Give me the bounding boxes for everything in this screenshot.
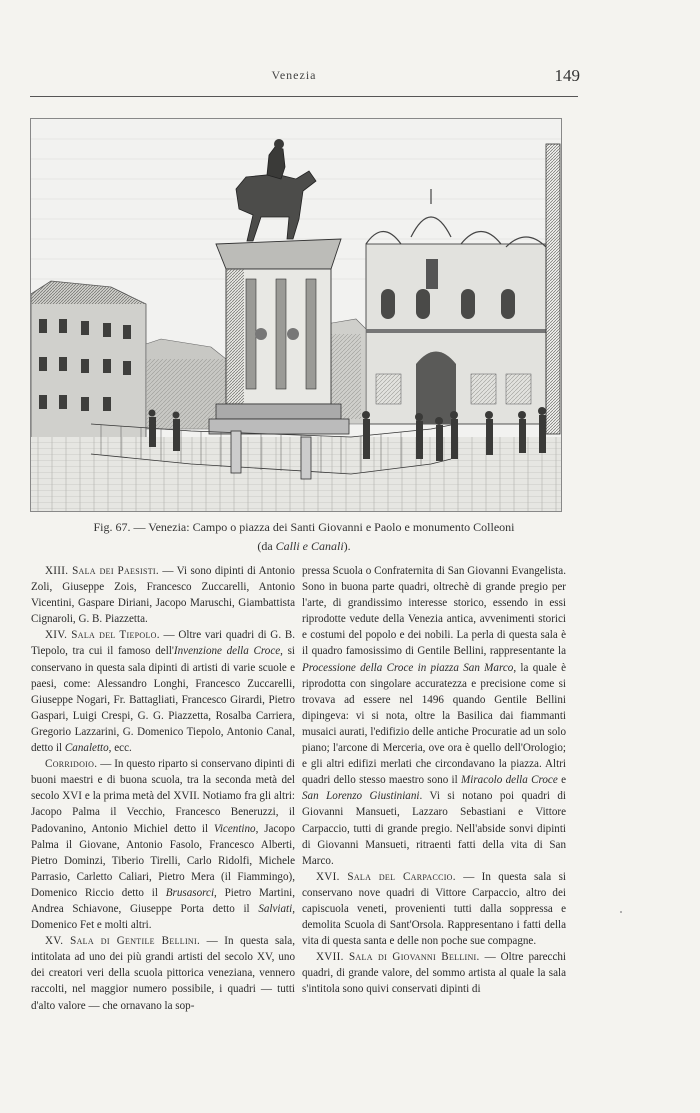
left-text-column — [31, 563, 295, 1014]
paragraph-text: — In questo riparto si conservano dipinti di buoni maestri e di buona scuola, tra la seconda metà del secolo XVI e la prima metà del XVII. Notiamo fra gli altri: Jacopo Palma il Vecchio, Francesco Beneruzzi, il Padovanino, Antonio Michiel detto il — [31, 758, 295, 835]
artist-nickname: Canaletto — [64, 742, 109, 755]
figure-caption — [30, 518, 578, 556]
artist-nickname: Vicentino — [213, 822, 256, 835]
artwork-title: San Lorenzo Giustiniani — [302, 790, 420, 803]
artist-nickname: Brusasorci — [165, 886, 215, 899]
caption-source-suffix: ). — [343, 539, 351, 553]
paragraph-text: , Jacopo Palma il Giovane, Antonio Fasolo, Francesco Alberti, Pietro Dominzi, Tiberio Tirelli, Carlo Ridolfi, Michele Parrasio, Carletto Caliari, Pietro Mera (il Fiammingo), Domenico Riccio detto il — [31, 822, 295, 899]
paragraph-text: — Vi sono dipinti di Antonio Zoli, Giuseppe Zois, Francesco Zuccarelli, Antonio Vicentini, Gaspare Diriani, Jacopo Maruschi, Giambattista Cignaroli, G. B. Piazzetta. — [31, 565, 295, 626]
page-number: 149 — [554, 66, 580, 85]
caption-source-title: Calli e Canali — [275, 539, 344, 553]
running-header-title: Venezia — [271, 68, 317, 82]
engraving-illustration — [31, 119, 561, 511]
section-title: XVI. Sala del Carpaccio. — [316, 870, 456, 883]
artist-nickname: Salviati — [258, 902, 293, 915]
section-title: XVII. Sala di Giovanni Bellini. — [316, 951, 480, 964]
paragraph-sala-carpaccio — [302, 869, 566, 949]
right-text-column — [302, 563, 566, 998]
figure-image — [30, 118, 562, 512]
section-title: XIII. Sala dei Paesisti. — [45, 565, 159, 577]
scan-speck — [620, 911, 622, 913]
paragraph-text: — In questa sala, intitolata ad uno dei più grandi artisti del secolo XV, uno dei creatori veri della scuola pittorica veneziana, vennero raccolti, nel maggior numero possibile, i quadri — tutti d'alto valore — che ornavano la sop- — [31, 935, 295, 1012]
paragraph-sala-paesisti — [31, 563, 295, 627]
caption-source-prefix: (da — [257, 539, 276, 553]
paragraph-text: pressa Scuola o Confraternita di San Giovanni Evangelista. Sono in buona parte quadri, oltrechè di grande pregio per l'arte, di grandissimo interesse storico, essendo in essi riprodotte vedute della Venezia antica, avvenimenti storici e costumi del popolo e dei nobili. La perla di questa sala è il quadro famosissimo di Gentile Bellini, rappresentante la — [302, 565, 566, 658]
paragraph-text: , si conservano in questa sala dipinti di artisti di varie scuole e paesi, come: Alessandro Longhi, Francesco Zuccarelli, Giuseppe Nogari, Fr. Battagliati, Francesco Girardi, Pietro Gaspari, Luigi Crespi, G. G. Piazzetta, Rosalba Carriera, Gregorio Lazzarini, G. Domenico Tiepolo, Antonio Canal, detto il — [31, 645, 296, 755]
artwork-title: Processione della Croce in piazza San Marco — [302, 661, 514, 674]
paragraph-continuation — [302, 563, 566, 869]
paragraph-text: — In questa sala si conservano nove quadri di Vittore Carpaccio, altro dei capiscuola veneti, provenienti tutti dalla soppressa e demolita Scuola di Sant'Orsola. Rappresentano i fatti della vita di questa santa e delle non poche sue compagne. — [302, 870, 566, 948]
paragraph-sala-gentile-bellini — [31, 933, 295, 1013]
paragraph-text: e — [557, 774, 566, 787]
caption-line-2 — [30, 537, 578, 556]
header-rule — [30, 96, 578, 97]
paragraph-text: — Oltre vari quadri di G. B. Tiepolo, tra cui il famoso dell' — [31, 629, 295, 658]
paragraph-sala-tiepolo — [31, 627, 295, 756]
paragraph-text: , Pietro Martini, Andrea Schiavone, Giuseppe Porta detto il — [31, 886, 295, 915]
paragraph-sala-giovanni-bellini — [302, 949, 566, 997]
paragraph-text: , ecc. — [108, 742, 132, 755]
paragraph-text: . Vi si notano poi quadri di Giovanni Mansueti, Lazzaro Sebastiani e Vittore Carpaccio, tutti di grande pregio. Nell'abside sonvi dipinti di Giovanni Mansueti, ritraenti fatti della vita di San Marco. — [302, 790, 566, 867]
section-title: Corridoio. — [45, 758, 98, 771]
paragraph-text: , Domenico Fet e molti altri. — [31, 902, 295, 932]
section-title: XIV. Sala del Tiepolo. — [45, 629, 160, 642]
paragraph-text: , la quale è riprodotta con singolare accuratezza e precisione come si trovava ad essere nel 1496 quando Gentile Bellini dipingeva: vi si nota, oltre la Basilica dai fiammanti musaici aurati, l'edifizio delle antiche Procuratie ad un solo piano; l'arcone di Merceria, ove ora è quello dell'Orologio; e gli altri edifizi merlati che circondavano la piazza. Altri quadri dello stesso maestro sono il — [302, 661, 566, 787]
artwork-title: Miracolo della Croce — [461, 774, 558, 787]
section-title: XV. Sala di Gentile Bellini. — [45, 935, 201, 948]
paragraph-corridoio — [31, 756, 295, 933]
paragraph-text: — Oltre parecchi quadri, di grande valore, del sommo artista al quale la sala s'intitola sono quivi conservati dipinti di — [302, 951, 567, 996]
artwork-title: Invenzione della Croce — [173, 645, 281, 658]
caption-line-1: Fig. 67. — Venezia: Campo o piazza dei Santi Giovanni e Paolo e monumento Colleoni — [93, 520, 515, 534]
